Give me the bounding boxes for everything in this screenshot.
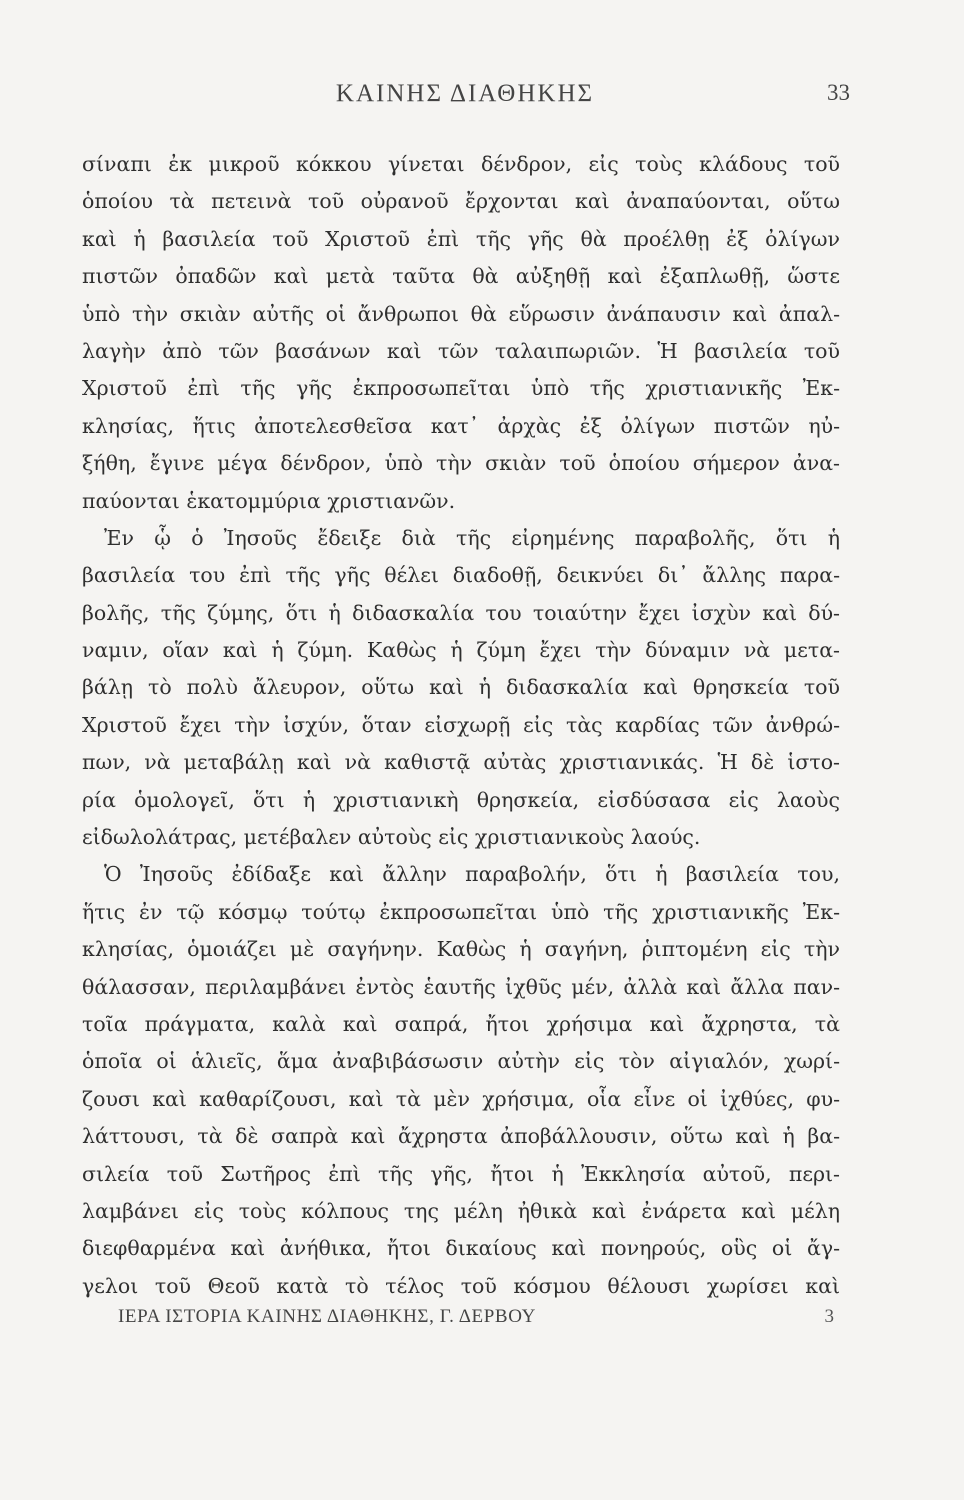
text-line: Χριστοῦ ἔχει τὴν ἰσχύν, ὅταν εἰσχωρῇ εἰς τὰς καρδίας τῶν ἀνθρώ- [82, 712, 840, 737]
text-line: ὁποῖα οἱ ἁλιεῖς, ἅμα ἀναβιβάσωσιν αὐτὴν εἰς τὸν αἰγιαλόν, χωρί- [82, 1049, 840, 1074]
text-line: Ἐν ᾧ ὁ Ἰησοῦς ἔδειξε διὰ τῆς εἰρημένης παραβολῆς, ὅτι ἡ [104, 525, 840, 550]
text-line: λάττουσι, τὰ δὲ σαπρὰ καὶ ἄχρηστα ἀποβάλλουσιν, οὕτω καὶ ἡ βα- [82, 1124, 840, 1149]
text-line: ὑπὸ τὴν σκιὰν αὐτῆς οἱ ἄνθρωποι θὰ εὕρωσιν ἀνάπαυσιν καὶ ἀπαλ- [82, 301, 840, 326]
running-header [80, 80, 850, 116]
page-number: 33 [827, 80, 850, 105]
text-line: βασιλεία του ἐπὶ τῆς γῆς θέλει διαδοθῇ, δεικνύει δι᾽ ἄλλης παρα- [82, 563, 840, 588]
text-line: πιστῶν ὀπαδῶν καὶ μετὰ ταῦτα θὰ αὐξηθῇ καὶ ἐξαπλωθῇ, ὥστε [82, 264, 840, 289]
text-line: πων, νὰ μεταβάλῃ καὶ νὰ καθιστᾷ αὐτὰς χριστιανικάς. Ἡ δὲ ἱστο- [82, 750, 840, 775]
text-line: σιλεία τοῦ Σωτῆρος ἐπὶ τῆς γῆς, ἤτοι ἡ Ἐκκλησία αὐτοῦ, περι- [82, 1161, 840, 1186]
signature-mark: 3 [824, 1306, 834, 1327]
text-line: ὁποίου τὰ πετεινὰ τοῦ οὐρανοῦ ἔρχονται καὶ ἀναπαύονται, οὕτω [82, 189, 840, 214]
text-line: παύονται ἑκατομμύρια χριστιανῶν. [82, 488, 456, 513]
text-line: σίναπι ἐκ μικροῦ κόκκου γίνεται δένδρον, εἰς τοὺς κλάδους τοῦ [82, 152, 840, 176]
text-line: ξήθη, ἔγινε μέγα δένδρον, ὑπὸ τὴν σκιὰν τοῦ ὁποίου σήμερον ἀνα- [82, 451, 840, 476]
text-line: γελοι τοῦ Θεοῦ κατὰ τὸ τέλος τοῦ κόσμου θέλουσι χωρίσει καὶ [82, 1273, 840, 1298]
text-line: ζουσι καὶ καθαρίζουσι, καὶ τὰ μὲν χρήσιμα, οἷα εἶνε οἱ ἰχθύες, φυ- [82, 1086, 840, 1111]
text-line: θάλασσαν, περιλαμβάνει ἐντὸς ἑαυτῆς ἰχθῦς μέν, ἀλλὰ καὶ ἄλλα παν- [82, 974, 840, 999]
printer-signature [118, 1306, 834, 1336]
text-line: βάλῃ τὸ πολὺ ἄλευρον, οὕτω καὶ ἡ διδασκαλία καὶ θρησκεία τοῦ [82, 675, 840, 700]
text-line: βολῆς, τῆς ζύμης, ὅτι ἡ διδασκαλία του τοιαύτην ἔχει ἰσχὺν καὶ δύ- [82, 600, 840, 625]
text-line: ναμιν, οἵαν καὶ ἡ ζύμη. Καθὼς ἡ ζύμη ἔχει τὴν δύναμιν νὰ μετα- [82, 638, 840, 663]
text-line: κλησίας, ὁμοιάζει μὲ σαγήνην. Καθὼς ἡ σαγήνη, ῥιπτομένη εἰς τὴν [82, 937, 840, 962]
text-line: Χριστοῦ ἐπὶ τῆς γῆς ἐκπροσωπεῖται ὑπὸ τῆς χριστιανικῆς Ἐκ- [82, 376, 840, 401]
text-line: τοῖα πράγματα, καλὰ καὶ σαπρά, ἤτοι χρήσιμα καὶ ἄχρηστα, τὰ [82, 1011, 840, 1036]
text-line: εἰδωλολάτρας, μετέβαλεν αὐτοὺς εἰς χριστιανικοὺς λαούς. [82, 825, 701, 850]
body-text [82, 146, 840, 1305]
text-line: ἥτις ἐν τῷ κόσμῳ τούτῳ ἐκπροσωπεῖται ὑπὸ τῆς χριστιανικῆς Ἐκ- [82, 899, 840, 924]
text-line: κλησίας, ἥτις ἀποτελεσθεῖσα κατ᾽ ἀρχὰς ἐξ ὀλίγων πιστῶν ηὐ- [82, 413, 840, 438]
text-line: ρία ὁμολογεῖ, ὅτι ἡ χριστιανικὴ θρησκεία, εἰσδύσασα εἰς λαοὺς [82, 787, 840, 812]
text-line: καὶ ἡ βασιλεία τοῦ Χριστοῦ ἐπὶ τῆς γῆς θὰ προέλθῃ ἐξ ὀλίγων [82, 226, 840, 251]
text-line: λαγὴν ἀπὸ τῶν βασάνων καὶ τῶν ταλαιπωριῶν. Ἡ βασιλεία τοῦ [82, 338, 840, 363]
text-line: διεφθαρμένα καὶ ἀνήθικα, ἤτοι δικαίους καὶ πονηρούς, οὓς οἱ ἄγ- [82, 1236, 840, 1261]
text-line: Ὁ Ἰησοῦς ἐδίδαξε καὶ ἄλλην παραβολήν, ὅτι ἡ βασιλεία του, [104, 862, 840, 887]
signature-text: ΙΕΡΑ ΙΣΤΟΡΙΑ ΚΑΙΝΗΣ ΔΙΑΘΗΚΗΣ, Γ. ΔΕΡΒΟΥ [118, 1306, 536, 1327]
text-line: λαμβάνει εἰς τοὺς κόλπους της μέλη ἠθικὰ καὶ ἐνάρετα καὶ μέλη [82, 1198, 840, 1223]
running-title: ΚΑΙΝΗΣ ΔΙΑΘΗΚΗΣ [335, 80, 595, 107]
